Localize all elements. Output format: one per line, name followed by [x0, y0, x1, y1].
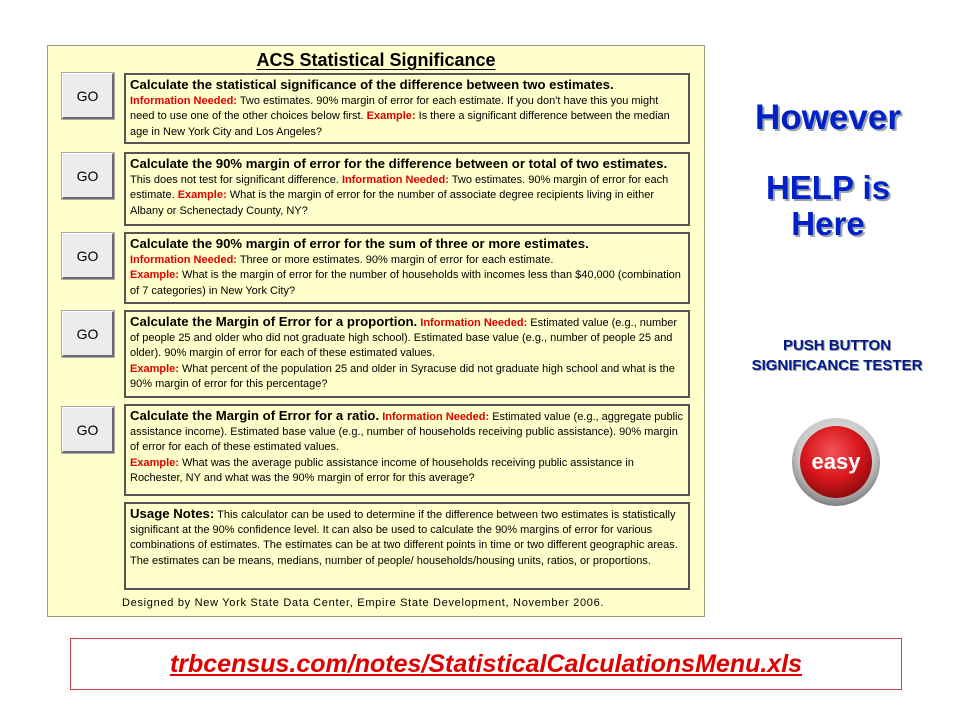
option-box-moe-proportion [124, 310, 690, 398]
go-button-moe-proportion[interactable]: GO [62, 311, 114, 357]
go-button-moe-sum-three[interactable]: GO [62, 233, 114, 279]
panel-title: ACS Statistical Significance [256, 50, 496, 70]
info-needed-text: Two estimates. 90% margin of error for each estimate. [130, 174, 669, 202]
option-box-moe-ratio [124, 404, 690, 496]
option-box-moe-two-estimates [124, 152, 690, 226]
easy-button-label: easy [811, 449, 861, 474]
example-label: Example: [130, 456, 179, 469]
example-label: Example: [130, 362, 179, 375]
info-needed-label: Information Needed: [420, 317, 528, 329]
calculator-panel [47, 45, 705, 617]
info-needed-text: Three or more estimates. 90% margin of error for each estimate. [239, 254, 554, 267]
go-button-moe-two-estimates[interactable]: GO [62, 153, 114, 199]
usage-notes-text: This calculator can be used to determine if the difference between two estimates is statistically significant at the 90% confidence level. It can also be used to calculate the 90% margins of error for various combinations of estimates. The estimates can be at two different points in time or two different geographic areas. The estimates can be means, medians, number of people/ households/housing units, ratios, or proportions. [130, 509, 678, 567]
option-heading: Calculate the statistical significance of the difference between two estimates. [130, 77, 614, 92]
option-extra-text: This does not test for significant difference. [130, 174, 339, 187]
example-text: What is the margin of error for the number of households with incomes less than $40,000 (combination of 7 categories) in New York City? [130, 269, 681, 297]
option-heading: Calculate the 90% margin of error for the sum of three or more estimates. [130, 236, 589, 251]
push-button-tester-caption: PUSH BUTTON SIGNIFICANCE TESTER [751, 337, 923, 374]
option-box-difference-significance [124, 73, 690, 144]
option-box-moe-sum-three [124, 232, 690, 304]
example-text: What percent of the population 25 and older in Syracuse did not graduate high school and what is the 90% margin of error for this percentage? [130, 362, 675, 390]
example-text: Is there a significant difference between the median age in New York City and Los Angeles? [130, 110, 670, 138]
link-box [70, 638, 902, 690]
info-needed-label: Information Needed: [341, 174, 449, 187]
example-label: Example: [130, 269, 179, 282]
info-needed-label: Information Needed: [130, 95, 237, 108]
panel-footer-credit: Designed by New York State Data Center, Empire State Development, November 2006. [122, 597, 605, 609]
download-link[interactable]: trbcensus.com/notes/StatisticalCalculationsMenu.xls [169, 650, 803, 678]
info-needed-text: Estimated value (e.g., number of people 25 and older who did not graduate high school). Estimated base value (e.g., number of people 25 and older). 90% margin of error for each of these estimated values. [130, 317, 678, 360]
option-heading: Calculate the 90% margin of error for the difference between or total of two estimates. [130, 156, 668, 171]
example-label: Example: [177, 189, 227, 202]
info-needed-text: Estimated value (e.g., aggregate public assistance income). Estimated base value (e.g., number of households receiving public assistance). 90% margin of error for each of these estimated values. [130, 411, 683, 454]
easy-button[interactable] [790, 416, 882, 508]
example-text: What is the margin of error for the number of associate degree recipients living in either Albany or Schenectady County, NY? [130, 189, 655, 217]
option-heading: Calculate the Margin of Error for a proportion. [130, 314, 418, 329]
info-needed-text: Two estimates. 90% margin of error for each estimate. If you don't have this you might need to use one of the other choices below first. [130, 95, 659, 123]
info-needed-label: Information Needed: [130, 254, 237, 267]
usage-notes-heading: Usage Notes: [130, 506, 215, 521]
option-heading: Calculate the Margin of Error for a ratio. [130, 408, 380, 423]
help-is-here-heading: HELP is Here [765, 169, 891, 242]
go-button-moe-ratio[interactable]: GO [62, 407, 114, 453]
however-heading: However [755, 98, 901, 137]
example-label: Example: [366, 110, 416, 123]
info-needed-label: Information Needed: [382, 411, 490, 423]
example-text: What was the average public assistance income of households receiving public assistance in Rochester, NY and what was the 90% margin of error for this average? [130, 456, 634, 484]
go-button-difference-significance[interactable]: GO [62, 73, 114, 119]
usage-notes-box [124, 502, 690, 590]
easy-button-icon [790, 416, 882, 508]
